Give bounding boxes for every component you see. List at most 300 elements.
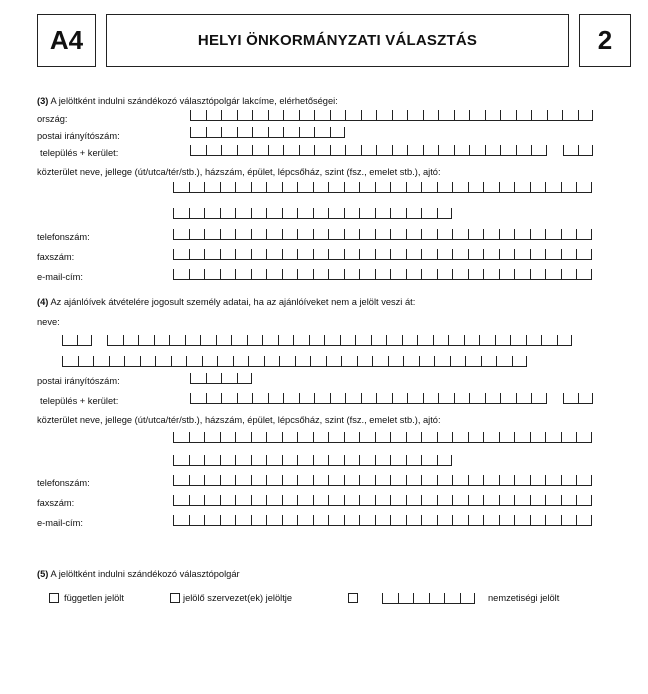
cell-divider (561, 269, 562, 279)
cell-divider (344, 208, 345, 218)
cell-divider (204, 432, 205, 442)
settlement-label: település + kerület: (40, 148, 119, 158)
cell-divider (530, 432, 531, 442)
cell-divider (278, 335, 279, 345)
cell-divider (438, 145, 439, 155)
cell-divider (375, 455, 376, 465)
page-number: 2 (579, 14, 631, 67)
name-field-line-2[interactable] (62, 356, 527, 367)
cell-divider (221, 145, 222, 155)
cell-divider (173, 229, 174, 239)
cell-divider (421, 432, 422, 442)
cell-divider (406, 229, 407, 239)
cell-divider (282, 515, 283, 525)
cell-divider (359, 475, 360, 485)
cell-divider (530, 182, 531, 192)
cell-divider (375, 475, 376, 485)
cell-divider (62, 335, 63, 345)
cell-divider (262, 335, 263, 345)
cell-divider (433, 335, 434, 345)
cell-divider (557, 335, 558, 345)
cell-divider (173, 208, 174, 218)
cell-divider (266, 269, 267, 279)
section-4-heading (37, 297, 415, 307)
cell-divider (220, 475, 221, 485)
cell-divider (578, 110, 579, 120)
cell-divider (344, 229, 345, 239)
cell-divider (375, 182, 376, 192)
form-code: A4 (37, 14, 96, 67)
cell-divider (330, 393, 331, 403)
cell-divider (328, 455, 329, 465)
cell-divider (561, 432, 562, 442)
cell-divider (266, 208, 267, 218)
cell-divider (437, 515, 438, 525)
cell-divider (530, 249, 531, 259)
cell-divider (202, 356, 203, 366)
cell-divider (423, 393, 424, 403)
cell-divider (576, 269, 577, 279)
cell-divider (173, 475, 174, 485)
cell-divider (266, 249, 267, 259)
cell-divider (297, 432, 298, 442)
cell-divider (372, 356, 373, 366)
cell-divider (173, 269, 174, 279)
cell-divider (237, 110, 238, 120)
cell-divider (299, 393, 300, 403)
cell-divider (421, 515, 422, 525)
cell-divider (77, 335, 78, 345)
cell-divider (251, 475, 252, 485)
cell-divider (169, 335, 170, 345)
cell-divider (297, 249, 298, 259)
cell-divider (423, 145, 424, 155)
cell-divider (437, 208, 438, 218)
cell-divider (251, 455, 252, 465)
cell-divider (359, 182, 360, 192)
cell-divider (388, 356, 389, 366)
cell-divider (545, 475, 546, 485)
cell-divider (496, 356, 497, 366)
cell-divider (344, 249, 345, 259)
cell-divider (283, 127, 284, 137)
cell-divider (541, 335, 542, 345)
cell-divider (468, 182, 469, 192)
cell-divider (375, 495, 376, 505)
proxy-postcode-label: postai irányítószám: (37, 376, 120, 386)
cell-divider (189, 249, 190, 259)
email-label: e-mail-cím: (37, 272, 83, 282)
cell-divider (268, 145, 269, 155)
proxy-fax-label: faxszám: (37, 498, 75, 508)
cell-divider (437, 269, 438, 279)
section-5-number: (5) (37, 569, 49, 579)
cell-divider (313, 269, 314, 279)
cell-divider (530, 515, 531, 525)
cell-divider (313, 432, 314, 442)
cell-divider (344, 182, 345, 192)
cell-divider (390, 495, 391, 505)
cell-divider (251, 229, 252, 239)
cell-divider (328, 182, 329, 192)
cell-divider (514, 249, 515, 259)
cell-divider (437, 475, 438, 485)
cell-divider (483, 432, 484, 442)
proxy-fax-field[interactable] (173, 495, 592, 506)
email-field[interactable] (173, 269, 592, 280)
cell-divider (189, 515, 190, 525)
cell-divider (200, 335, 201, 345)
cell-divider (438, 393, 439, 403)
cell-divider (437, 495, 438, 505)
cell-divider (297, 229, 298, 239)
cell-divider (297, 495, 298, 505)
proxy-email-label: e-mail-cím: (37, 518, 83, 528)
cell-divider (452, 229, 453, 239)
cell-divider (561, 182, 562, 192)
cell-divider (282, 182, 283, 192)
settlement-field[interactable] (190, 145, 547, 156)
cell-divider (252, 110, 253, 120)
cell-divider (390, 182, 391, 192)
cell-divider (495, 335, 496, 345)
nationality-checkbox[interactable] (348, 593, 358, 603)
org-candidate-checkbox[interactable] (170, 593, 180, 603)
cell-divider (266, 432, 267, 442)
cell-divider (173, 515, 174, 525)
cell-divider (419, 356, 420, 366)
proxy-street-field-line-1[interactable] (173, 432, 592, 443)
cell-divider (561, 495, 562, 505)
cell-divider (107, 335, 108, 345)
cell-divider (450, 356, 451, 366)
cell-divider (483, 229, 484, 239)
cell-divider (344, 127, 345, 137)
cell-divider (123, 335, 124, 345)
district-field[interactable] (563, 145, 593, 156)
cell-divider (375, 229, 376, 239)
cell-divider (266, 475, 267, 485)
cell-divider (155, 356, 156, 366)
proxy-settlement-field[interactable] (190, 393, 547, 404)
cell-divider (190, 373, 191, 383)
cell-divider (591, 475, 592, 485)
cell-divider (344, 495, 345, 505)
fax-field[interactable] (173, 249, 592, 260)
cell-divider (220, 249, 221, 259)
cell-divider (421, 249, 422, 259)
cell-divider (406, 208, 407, 218)
cell-divider (545, 269, 546, 279)
cell-divider (235, 432, 236, 442)
cell-divider (454, 393, 455, 403)
cell-divider (500, 145, 501, 155)
cell-divider (283, 393, 284, 403)
cell-divider (204, 495, 205, 505)
independent-checkbox[interactable] (49, 593, 59, 603)
section-4-number: (4) (37, 297, 49, 307)
cell-divider (468, 475, 469, 485)
phone-label: telefonszám: (37, 232, 90, 242)
cell-divider (576, 432, 577, 442)
cell-divider (499, 495, 500, 505)
cell-divider (313, 208, 314, 218)
proxy-phone-field[interactable] (173, 475, 592, 486)
cell-divider (376, 110, 377, 120)
cell-divider (328, 515, 329, 525)
cell-divider (237, 393, 238, 403)
cell-divider (434, 356, 435, 366)
cell-divider (235, 208, 236, 218)
cell-divider (485, 393, 486, 403)
cell-divider (283, 145, 284, 155)
cell-divider (221, 110, 222, 120)
cell-divider (314, 110, 315, 120)
cell-divider (247, 335, 248, 345)
cell-divider (452, 182, 453, 192)
cell-divider (282, 249, 283, 259)
cell-divider (526, 356, 527, 366)
cell-divider (251, 373, 252, 383)
cell-divider (413, 593, 414, 603)
cell-divider (468, 495, 469, 505)
proxy-phone-label: telefonszám: (37, 478, 90, 488)
cell-divider (578, 145, 579, 155)
cell-divider (359, 495, 360, 505)
cell-divider (221, 393, 222, 403)
cell-divider (392, 145, 393, 155)
country-field[interactable] (190, 110, 593, 121)
cell-divider (173, 432, 174, 442)
cell-divider (483, 515, 484, 525)
cell-divider (282, 432, 283, 442)
cell-divider (514, 269, 515, 279)
section-3-heading (37, 96, 338, 106)
cell-divider (469, 145, 470, 155)
cell-divider (390, 515, 391, 525)
cell-divider (189, 208, 190, 218)
cell-divider (109, 356, 110, 366)
cell-divider (295, 356, 296, 366)
cell-divider (252, 145, 253, 155)
postcode-field[interactable] (190, 127, 345, 138)
cell-divider (190, 393, 191, 403)
cell-divider (510, 335, 511, 345)
cell-divider (514, 432, 515, 442)
cell-divider (282, 475, 283, 485)
cell-divider (359, 432, 360, 442)
cell-divider (591, 495, 592, 505)
cell-divider (406, 182, 407, 192)
cell-divider (328, 475, 329, 485)
cell-divider (468, 249, 469, 259)
cell-divider (406, 495, 407, 505)
cell-divider (545, 432, 546, 442)
cell-divider (268, 110, 269, 120)
section-3-heading-text: A jelöltként indulni szándékozó választópolgár lakcíme, elérhetőségei: (50, 96, 338, 106)
phone-field[interactable] (173, 229, 592, 240)
cell-divider (591, 432, 592, 442)
proxy-settlement-label: település + kerület: (40, 396, 119, 406)
cell-divider (516, 145, 517, 155)
cell-divider (328, 432, 329, 442)
cell-divider (357, 356, 358, 366)
cell-divider (359, 249, 360, 259)
cell-divider (251, 515, 252, 525)
cell-divider (266, 182, 267, 192)
cell-divider (220, 495, 221, 505)
cell-divider (297, 455, 298, 465)
cell-divider (189, 269, 190, 279)
cell-divider (481, 356, 482, 366)
cell-divider (483, 182, 484, 192)
cell-divider (266, 515, 267, 525)
proxy-postcode-field[interactable] (190, 373, 252, 384)
cell-divider (545, 229, 546, 239)
cell-divider (403, 356, 404, 366)
cell-divider (78, 356, 79, 366)
cell-divider (398, 593, 399, 603)
cell-divider (251, 432, 252, 442)
street-field-line-2[interactable] (173, 208, 452, 219)
cell-divider (251, 208, 252, 218)
cell-divider (483, 475, 484, 485)
cell-divider (266, 229, 267, 239)
cell-divider (251, 182, 252, 192)
cell-divider (376, 145, 377, 155)
cell-divider (516, 393, 517, 403)
cell-divider (235, 182, 236, 192)
cell-divider (561, 249, 562, 259)
cell-divider (483, 495, 484, 505)
cell-divider (233, 356, 234, 366)
cell-divider (464, 335, 465, 345)
cell-divider (299, 145, 300, 155)
cell-divider (344, 432, 345, 442)
form-title: HELYI ÖNKORMÁNYZATI VÁLASZTÁS (106, 14, 569, 67)
cell-divider (371, 335, 372, 345)
cell-divider (359, 269, 360, 279)
cell-divider (220, 182, 221, 192)
cell-divider (390, 208, 391, 218)
cell-divider (326, 356, 327, 366)
cell-divider (309, 335, 310, 345)
cell-divider (406, 249, 407, 259)
cell-divider (235, 475, 236, 485)
cell-divider (341, 356, 342, 366)
cell-divider (375, 515, 376, 525)
cell-divider (313, 475, 314, 485)
cell-divider (173, 495, 174, 505)
cell-divider (297, 269, 298, 279)
cell-divider (220, 269, 221, 279)
cell-divider (545, 182, 546, 192)
name-label: neve: (37, 317, 60, 327)
cell-divider (282, 208, 283, 218)
cell-divider (340, 335, 341, 345)
nationality-code-field[interactable] (382, 593, 475, 604)
cell-divider (206, 127, 207, 137)
cell-divider (282, 495, 283, 505)
cell-divider (310, 356, 311, 366)
cell-divider (297, 182, 298, 192)
cell-divider (452, 249, 453, 259)
cell-divider (204, 455, 205, 465)
name-field-line-1[interactable] (107, 335, 572, 346)
cell-divider (452, 515, 453, 525)
cell-divider (190, 127, 191, 137)
cell-divider (514, 475, 515, 485)
cell-divider (545, 495, 546, 505)
cell-divider (406, 432, 407, 442)
cell-divider (483, 249, 484, 259)
cell-divider (407, 145, 408, 155)
cell-divider (530, 475, 531, 485)
cell-divider (578, 393, 579, 403)
cell-divider (402, 335, 403, 345)
proxy-email-field[interactable] (173, 515, 592, 526)
cell-divider (324, 335, 325, 345)
cell-divider (345, 393, 346, 403)
cell-divider (328, 249, 329, 259)
cell-divider (576, 495, 577, 505)
cell-divider (206, 110, 207, 120)
cell-divider (561, 515, 562, 525)
cell-divider (591, 182, 592, 192)
cell-divider (264, 356, 265, 366)
cell-divider (530, 269, 531, 279)
cell-divider (465, 356, 466, 366)
name-prefix-field[interactable] (62, 335, 92, 346)
cell-divider (437, 229, 438, 239)
cell-divider (545, 249, 546, 259)
cell-divider (571, 335, 572, 345)
cell-divider (530, 495, 531, 505)
cell-divider (437, 249, 438, 259)
cell-divider (390, 269, 391, 279)
cell-divider (460, 593, 461, 603)
cell-divider (328, 495, 329, 505)
proxy-district-field[interactable] (563, 393, 593, 404)
cell-divider (268, 127, 269, 137)
section-5-heading-text: A jelöltként indulni szándékozó választópolgár (50, 569, 240, 579)
cell-divider (451, 455, 452, 465)
cell-divider (361, 393, 362, 403)
cell-divider (344, 515, 345, 525)
cell-divider (390, 249, 391, 259)
cell-divider (561, 229, 562, 239)
cell-divider (382, 593, 383, 603)
cell-divider (91, 335, 92, 345)
street-field-line-1[interactable] (173, 182, 592, 193)
cell-divider (576, 249, 577, 259)
cell-divider (512, 356, 513, 366)
cell-divider (252, 393, 253, 403)
cell-divider (206, 373, 207, 383)
cell-divider (314, 127, 315, 137)
cell-divider (469, 393, 470, 403)
cell-divider (499, 249, 500, 259)
fax-label: faxszám: (37, 252, 75, 262)
proxy-street-field-line-2[interactable] (173, 455, 452, 466)
cell-divider (313, 515, 314, 525)
cell-divider (314, 393, 315, 403)
cell-divider (576, 182, 577, 192)
cell-divider (282, 269, 283, 279)
cell-divider (204, 229, 205, 239)
cell-divider (361, 145, 362, 155)
cell-divider (344, 475, 345, 485)
